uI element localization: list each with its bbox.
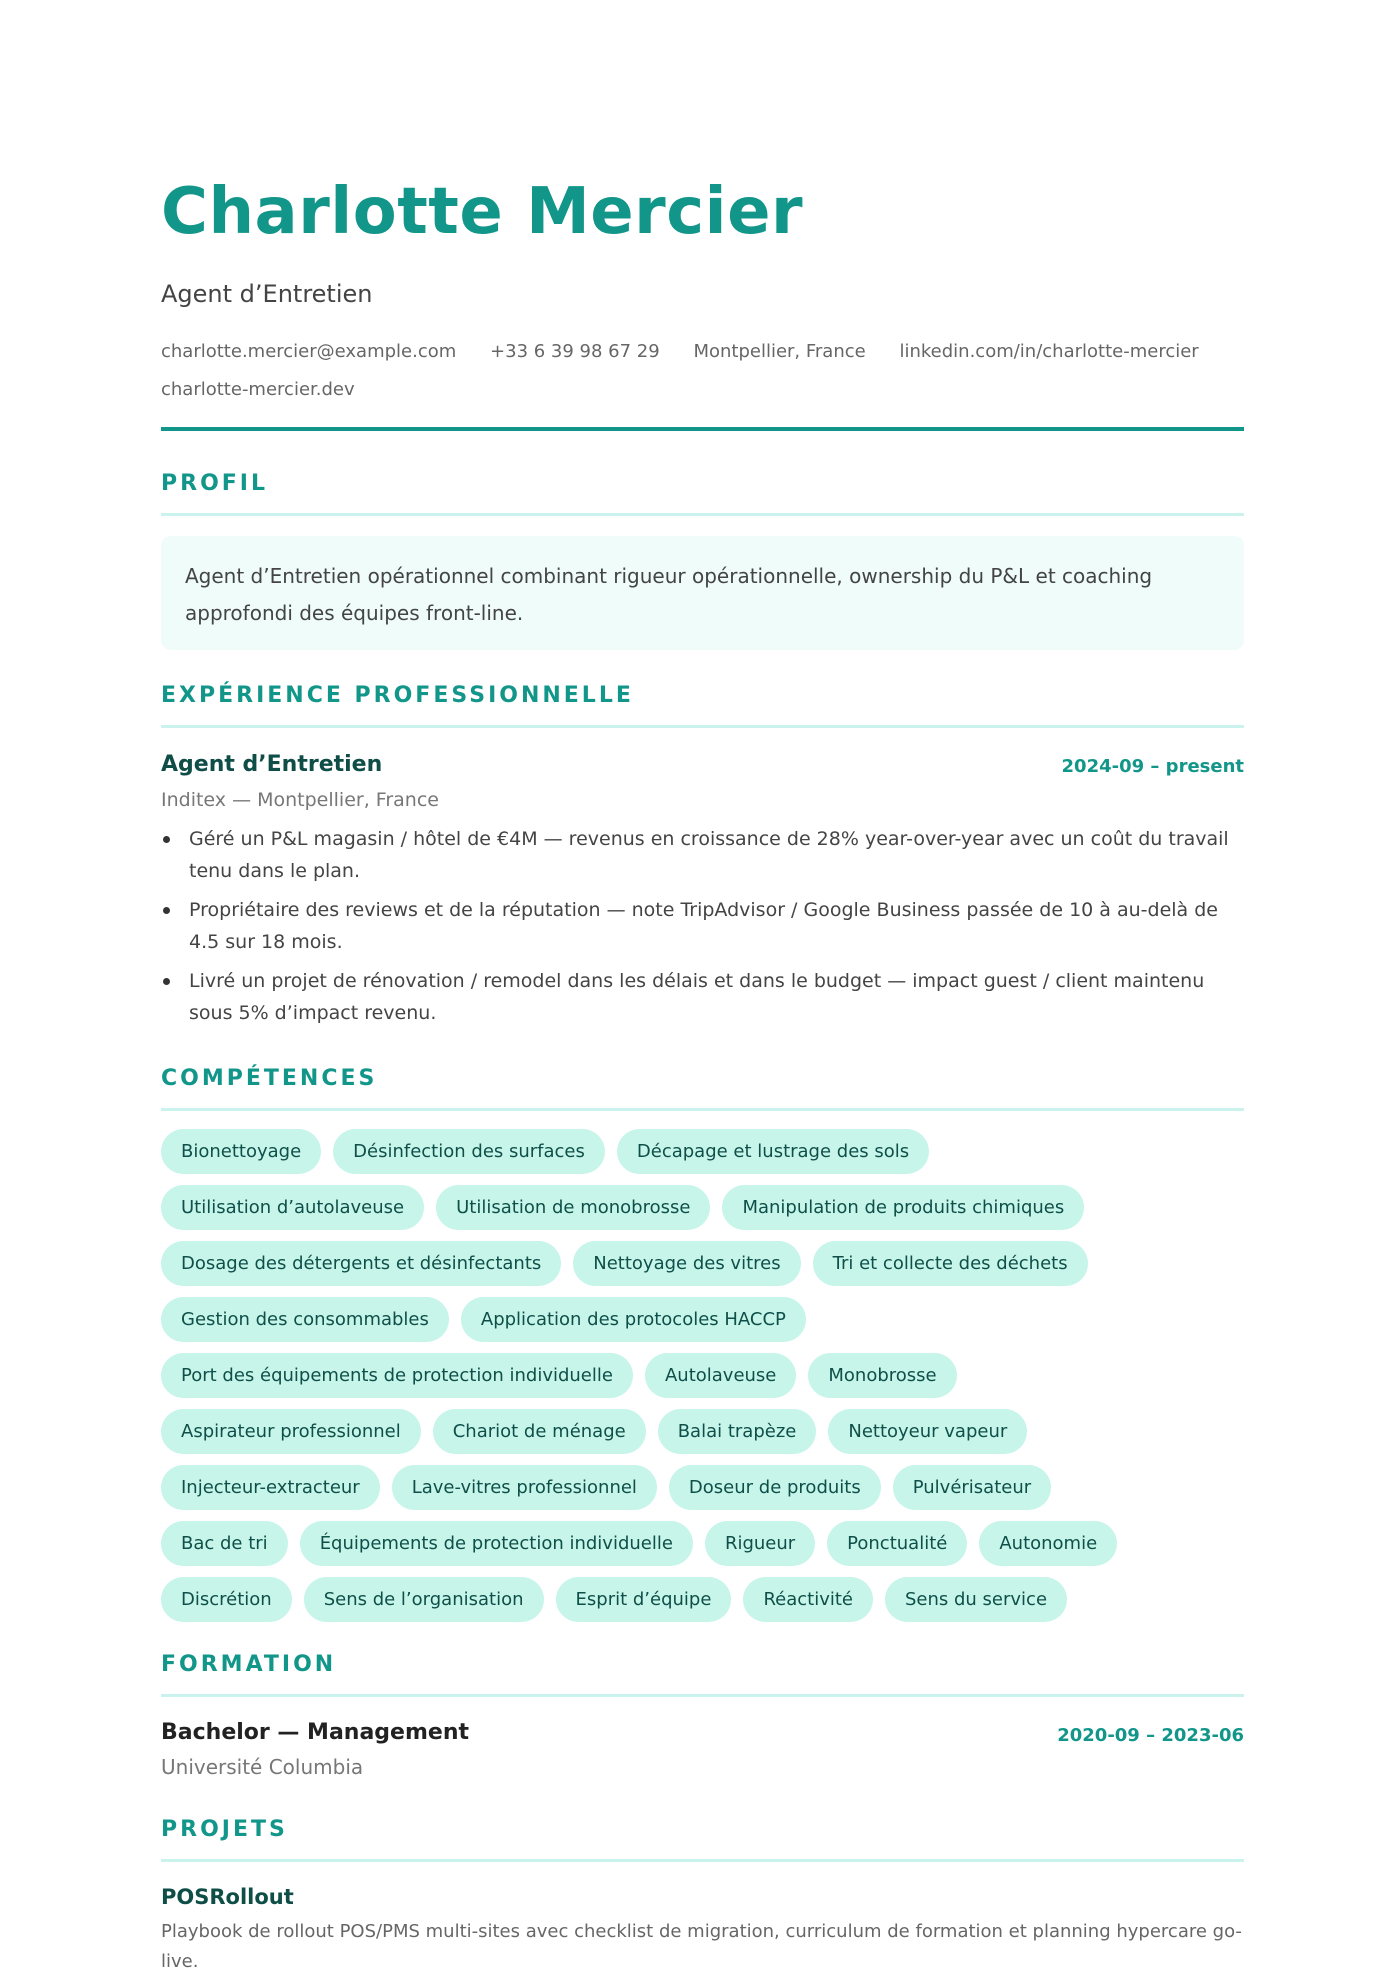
section-heading-profile: PROFIL — [161, 471, 268, 496]
section-heading-education: FORMATION — [161, 1652, 337, 1677]
education-date: 2020-09 – 2023-06 — [1057, 1725, 1244, 1746]
section-heading-projects: PROJETS — [161, 1817, 288, 1842]
section-divider — [161, 1694, 1244, 1697]
list-item: Géré un P&L magasin / hôtel de €4M — revenus en croissance de 28% year-over-year avec un coût du travail tenu dans le plan. — [161, 823, 1244, 887]
skill-tag: Balai trapèze — [658, 1409, 817, 1454]
skill-tag: Lave-vitres professionnel — [392, 1465, 657, 1510]
skill-tag: Désinfection des surfaces — [333, 1129, 605, 1174]
skill-tag: Sens de l’organisation — [304, 1577, 544, 1622]
section-heading-experience: EXPÉRIENCE PROFESSIONNELLE — [161, 683, 634, 708]
skill-tag: Utilisation de monobrosse — [436, 1185, 710, 1230]
skill-row — [161, 1465, 1244, 1510]
skill-row — [161, 1185, 1244, 1230]
section-divider — [161, 1108, 1244, 1111]
skill-tag: Injecteur-extracteur — [161, 1465, 380, 1510]
phone-number: +33 6 39 98 67 29 — [490, 341, 660, 362]
section-divider — [161, 1859, 1244, 1862]
contact-info — [161, 333, 1244, 409]
website-link[interactable]: charlotte-mercier.dev — [161, 379, 355, 400]
skill-tag: Pulvérisateur — [893, 1465, 1051, 1510]
skill-tag: Équipements de protection individuelle — [300, 1521, 693, 1566]
skill-row — [161, 1353, 1244, 1398]
skill-tag: Chariot de ménage — [433, 1409, 646, 1454]
skill-row — [161, 1521, 1244, 1566]
education-school: Université Columbia — [161, 1755, 364, 1779]
skill-tag: Nettoyeur vapeur — [828, 1409, 1027, 1454]
experience-title: Agent d’Entretien — [161, 752, 383, 777]
skill-tag: Réactivité — [743, 1577, 873, 1622]
skill-tag: Autolaveuse — [645, 1353, 796, 1398]
list-item: Livré un projet de rénovation / remodel dans les délais et dans le budget — impact guest / client maintenu sous 5% d’impact revenu. — [161, 965, 1244, 1029]
skill-tag: Bac de tri — [161, 1521, 288, 1566]
linkedin-link[interactable]: linkedin.com/in/charlotte-mercier — [899, 341, 1199, 362]
location: Montpellier, France — [693, 341, 866, 362]
skill-tag: Autonomie — [979, 1521, 1117, 1566]
skill-row — [161, 1409, 1244, 1454]
skill-tag: Ponctualité — [827, 1521, 967, 1566]
skill-tag: Doseur de produits — [669, 1465, 881, 1510]
section-divider — [161, 725, 1244, 728]
profile-summary: Agent d’Entretien opérationnel combinant rigueur opérationnelle, ownership du P&L et coaching approfondi des équipes front-line. — [161, 536, 1244, 650]
skill-tag: Rigueur — [705, 1521, 815, 1566]
section-heading-skills: COMPÉTENCES — [161, 1066, 378, 1091]
project-title: POSRollout — [161, 1885, 294, 1909]
list-item: Propriétaire des reviews et de la réputation — note TripAdvisor / Google Business passée de 10 à au-delà de 4.5 sur 18 mois. — [161, 894, 1244, 958]
skill-tag: Application des protocoles HACCP — [461, 1297, 806, 1342]
skill-tag: Tri et collecte des déchets — [813, 1241, 1088, 1286]
experience-date: 2024-09 – present — [1061, 756, 1244, 777]
skill-row — [161, 1129, 1244, 1174]
skill-tag: Discrétion — [161, 1577, 292, 1622]
skill-tag: Manipulation de produits chimiques — [722, 1185, 1084, 1230]
skill-tag: Nettoyage des vitres — [573, 1241, 800, 1286]
experience-company: Inditex — Montpellier, France — [161, 789, 439, 811]
skill-tag: Utilisation d’autolaveuse — [161, 1185, 424, 1230]
skill-tag: Dosage des détergents et désinfectants — [161, 1241, 561, 1286]
skill-tag: Esprit d’équipe — [556, 1577, 732, 1622]
education-degree: Bachelor — Management — [161, 1720, 469, 1745]
job-title: Agent d’Entretien — [161, 280, 373, 308]
skill-row — [161, 1577, 1244, 1622]
skill-row — [161, 1297, 1244, 1342]
header-divider — [161, 427, 1244, 431]
skill-row — [161, 1241, 1244, 1286]
skill-tag: Bionettoyage — [161, 1129, 321, 1174]
email-link[interactable]: charlotte.mercier@example.com — [161, 341, 457, 362]
project-description: Playbook de rollout POS/PMS multi-sites avec checklist de migration, curriculum de formation et planning hypercare go-live. — [161, 1921, 1242, 1972]
skill-tag: Sens du service — [885, 1577, 1067, 1622]
skill-tag: Monobrosse — [808, 1353, 956, 1398]
section-divider — [161, 513, 1244, 516]
skill-tag: Aspirateur professionnel — [161, 1409, 421, 1454]
skill-tag: Gestion des consommables — [161, 1297, 449, 1342]
experience-bullets — [161, 823, 1244, 1036]
skills-list — [161, 1129, 1244, 1633]
candidate-name: Charlotte Mercier — [161, 175, 804, 249]
skill-tag: Port des équipements de protection individuelle — [161, 1353, 633, 1398]
skill-tag: Décapage et lustrage des sols — [617, 1129, 929, 1174]
